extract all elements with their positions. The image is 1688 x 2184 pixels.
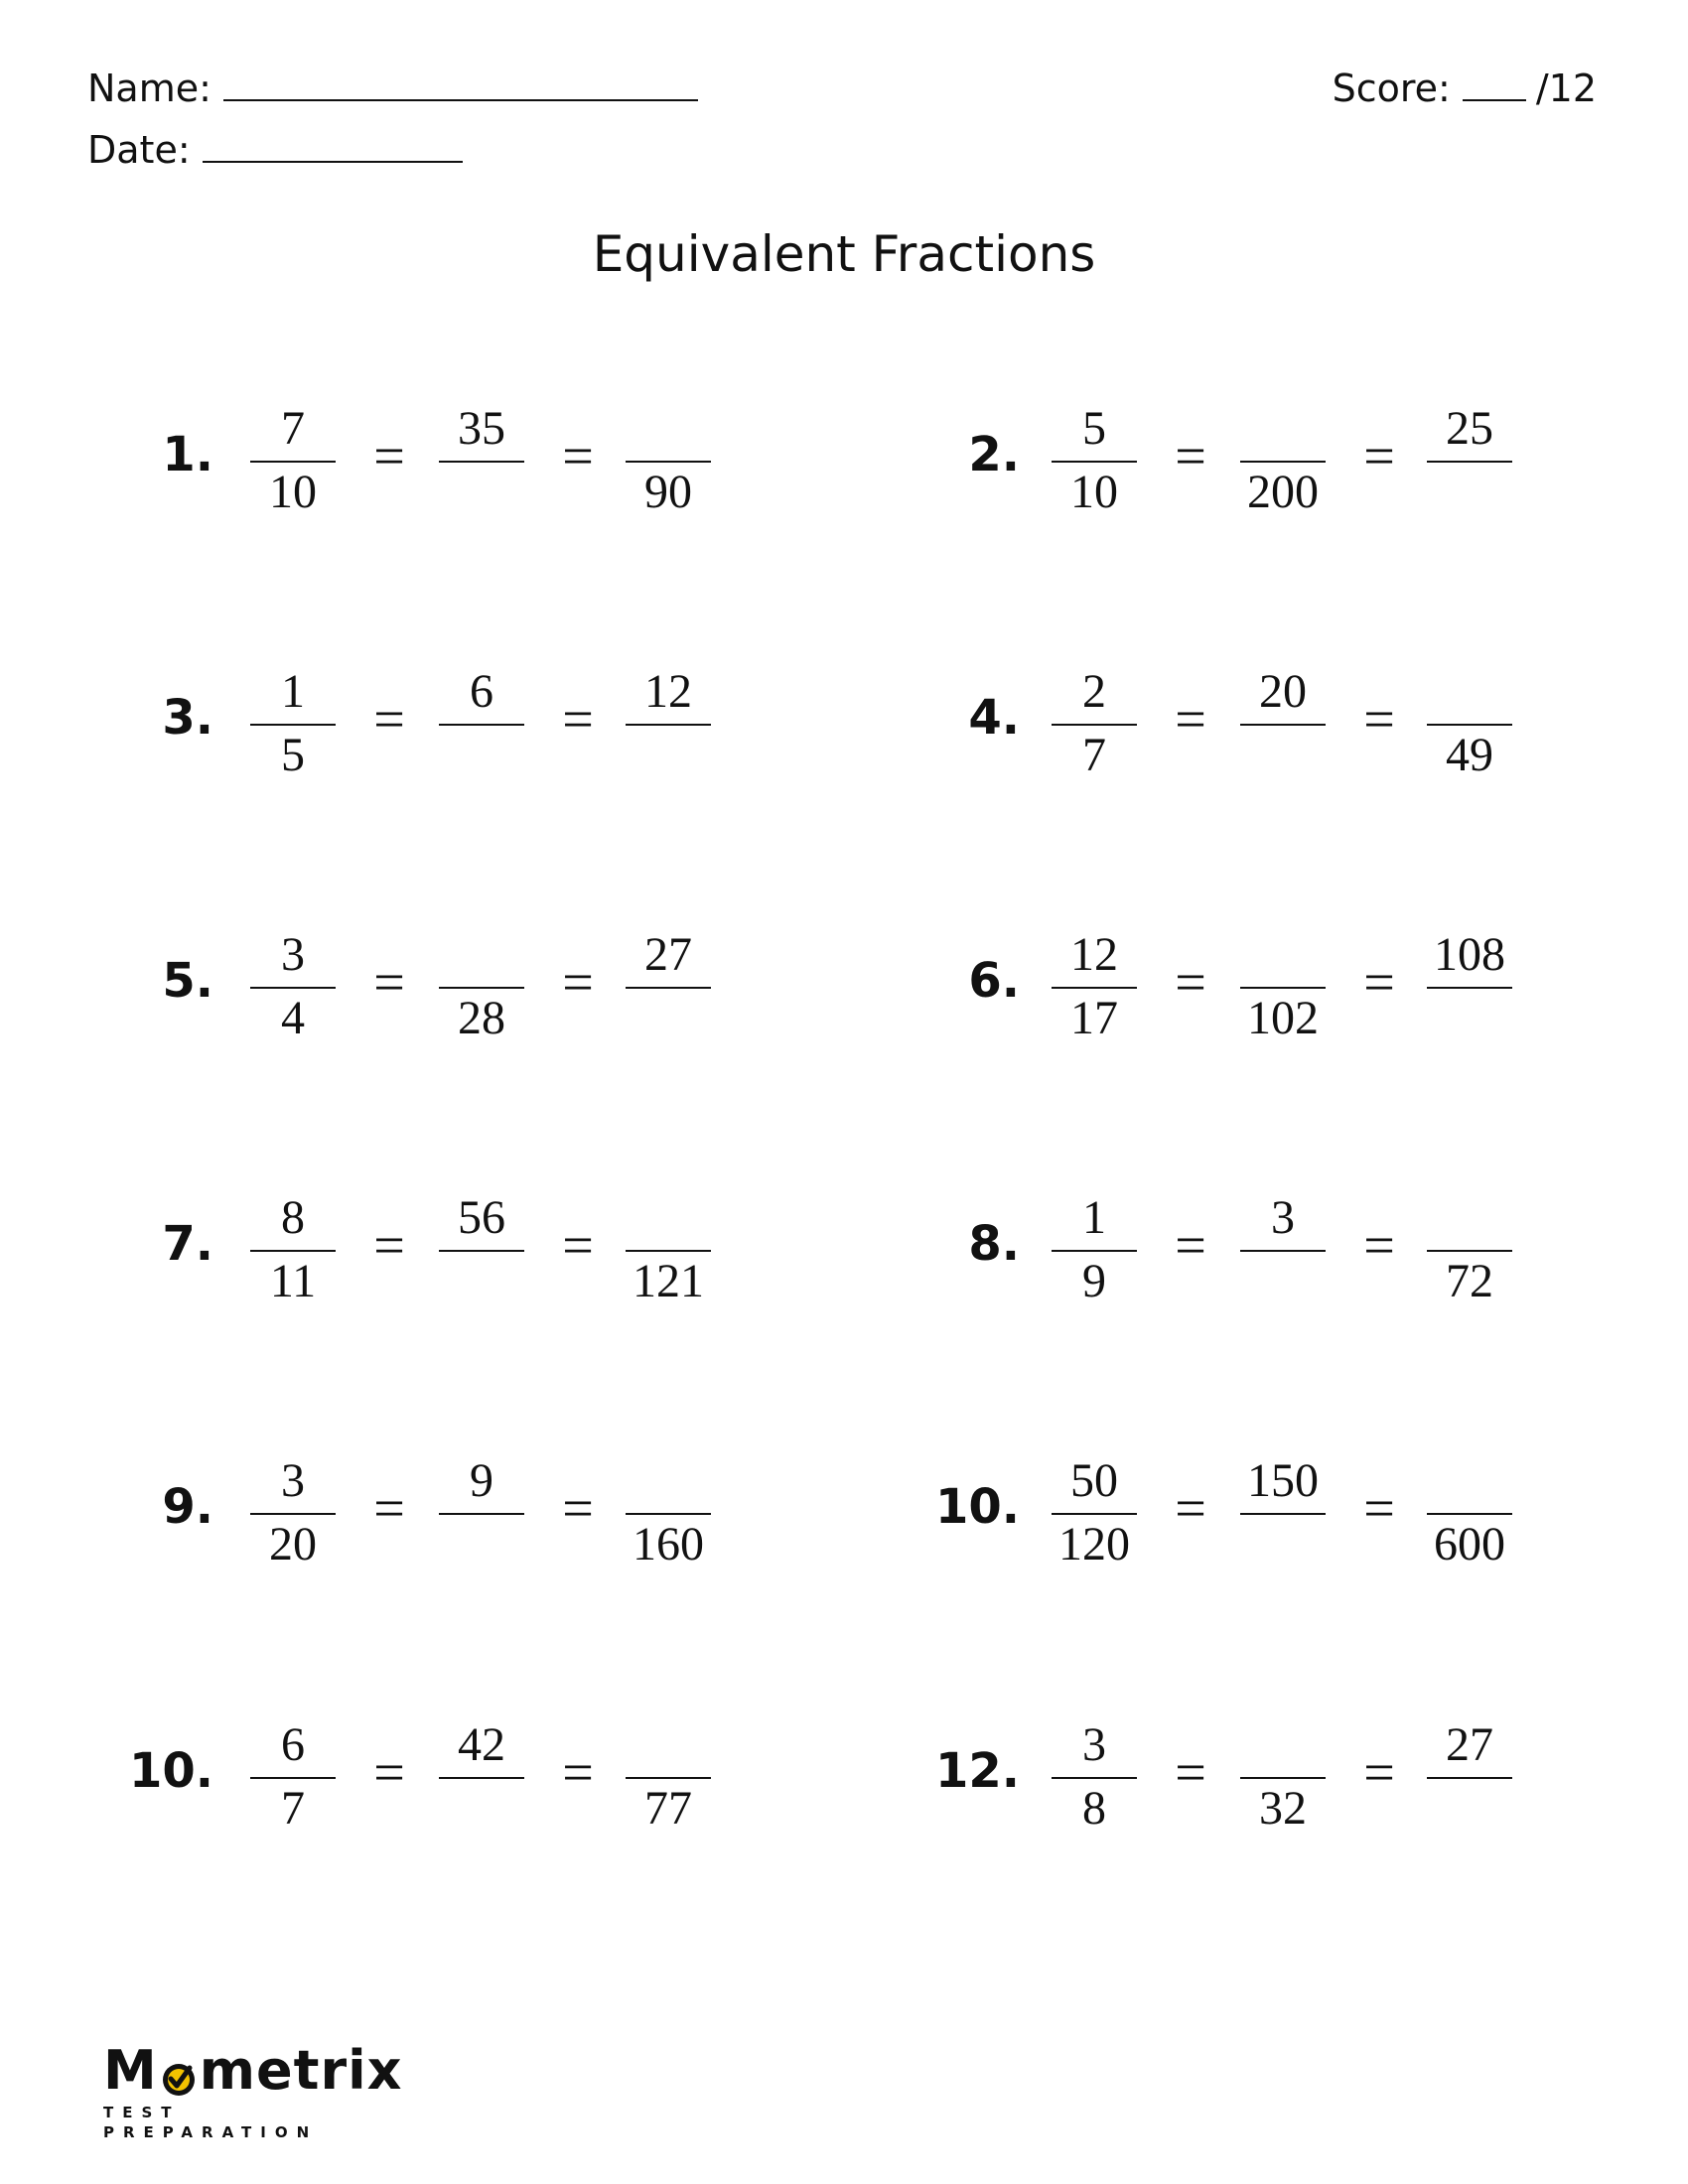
- logo-wordmark: [103, 2041, 401, 2101]
- denominator: 10: [1070, 466, 1118, 518]
- denominator: 7: [281, 1782, 305, 1835]
- numerator: 150: [1247, 1454, 1319, 1507]
- denominator: 10: [269, 466, 317, 518]
- numerator-blank[interactable]: [1427, 1453, 1512, 1509]
- denominator: 28: [458, 992, 505, 1044]
- fraction-bar: [1052, 987, 1137, 989]
- denominator-blank[interactable]: [1427, 465, 1512, 520]
- numerator: 3: [1271, 1191, 1295, 1244]
- numerator-blank[interactable]: [1427, 664, 1512, 720]
- equals-sign: =: [562, 1478, 594, 1540]
- equals-sign: =: [1175, 1742, 1206, 1804]
- fraction-bar: [1427, 1777, 1512, 1779]
- denominator: 4: [281, 992, 305, 1044]
- denominator: 32: [1259, 1782, 1307, 1835]
- equals-sign: =: [1175, 1478, 1206, 1540]
- fraction-2: [1240, 395, 1326, 534]
- numerator: 1: [281, 665, 305, 718]
- problem-2: [0, 395, 1688, 534]
- numerator: 3: [281, 1454, 305, 1507]
- fraction-3: [1427, 921, 1512, 1060]
- page-title: Equivalent Fractions: [592, 225, 1096, 283]
- fraction-bar: [1052, 1777, 1137, 1779]
- numerator: 50: [1070, 1454, 1118, 1507]
- equals-sign: =: [1175, 689, 1206, 751]
- numerator: 2: [1082, 665, 1106, 718]
- problem-number: 1.: [162, 427, 213, 482]
- numerator: 27: [1446, 1718, 1493, 1771]
- score-blank-line[interactable]: [1463, 62, 1526, 101]
- problem-12: [0, 1711, 1688, 1850]
- fraction-3: [1427, 1184, 1512, 1323]
- score-total: /12: [1535, 67, 1597, 110]
- name-blank-line[interactable]: [223, 62, 698, 101]
- numerator: 5: [1082, 402, 1106, 455]
- fraction-1: [1052, 921, 1137, 1060]
- equals-sign: =: [562, 952, 594, 1014]
- fraction-bar: [1052, 1513, 1137, 1515]
- logo-word-left: M: [103, 2039, 158, 2102]
- fraction-2: [1240, 1447, 1326, 1586]
- mometrix-logo: [103, 2039, 403, 2141]
- denominator: 8: [1082, 1782, 1106, 1835]
- equals-sign: =: [1363, 1215, 1395, 1277]
- denominator: 600: [1434, 1518, 1505, 1570]
- date-blank-line[interactable]: [203, 123, 463, 163]
- fraction-bar: [1240, 1250, 1326, 1252]
- denominator: 17: [1070, 992, 1118, 1044]
- equals-sign: =: [562, 689, 594, 751]
- numerator: 108: [1434, 928, 1505, 981]
- problem-number: 5.: [162, 953, 213, 1009]
- check-circle-icon: [159, 2051, 199, 2091]
- numerator-blank[interactable]: [1427, 1190, 1512, 1246]
- denominator: 72: [1446, 1255, 1493, 1307]
- name-label: Name:: [87, 67, 211, 110]
- equals-sign: =: [1363, 952, 1395, 1014]
- problem-number: 10.: [128, 1743, 213, 1799]
- fraction-bar: [1240, 724, 1326, 726]
- denominator: 11: [269, 1255, 317, 1307]
- equals-sign: =: [1175, 1215, 1206, 1277]
- denominator: 102: [1247, 992, 1319, 1044]
- fraction-1: [1052, 395, 1137, 534]
- fraction-1: [1052, 1447, 1137, 1586]
- denominator-blank[interactable]: [1240, 728, 1326, 783]
- fraction-bar: [1052, 724, 1137, 726]
- equals-sign: =: [1175, 426, 1206, 487]
- numerator: 27: [644, 928, 692, 981]
- numerator: 7: [281, 402, 305, 455]
- denominator: 121: [633, 1255, 704, 1307]
- fraction-1: [1052, 658, 1137, 797]
- fraction-bar: [1052, 461, 1137, 463]
- numerator: 9: [470, 1454, 493, 1507]
- fraction-bar: [1427, 1513, 1512, 1515]
- fraction-bar: [1240, 1777, 1326, 1779]
- equals-sign: =: [373, 952, 405, 1014]
- fraction-3: [1427, 1711, 1512, 1850]
- denominator: 5: [281, 729, 305, 781]
- equals-sign: =: [562, 1215, 594, 1277]
- fraction-2: [1240, 1711, 1326, 1850]
- problem-number: 8.: [968, 1216, 1020, 1272]
- denominator: 160: [633, 1518, 704, 1570]
- problem-number: 9.: [162, 1479, 213, 1535]
- numerator: 3: [1082, 1718, 1106, 1771]
- date-field[interactable]: [87, 123, 463, 175]
- equals-sign: =: [1363, 1742, 1395, 1804]
- fraction-2: [1240, 921, 1326, 1060]
- numerator: 20: [1259, 665, 1307, 718]
- fraction-3: [1427, 1447, 1512, 1586]
- logo-subtitle: TEST PREPARATION: [103, 2104, 319, 2141]
- fraction-bar: [1427, 1250, 1512, 1252]
- denominator: 9: [1082, 1255, 1106, 1307]
- numerator: 3: [281, 928, 305, 981]
- numerator: 12: [644, 665, 692, 718]
- equals-sign: =: [1363, 1478, 1395, 1540]
- numerator: 8: [281, 1191, 305, 1244]
- denominator: 120: [1058, 1518, 1130, 1570]
- denominator: 200: [1247, 466, 1319, 518]
- fraction-bar: [1240, 461, 1326, 463]
- denominator: 90: [644, 466, 692, 518]
- numerator-blank[interactable]: [1240, 1717, 1326, 1773]
- score-field[interactable]: [1333, 62, 1597, 113]
- equals-sign: =: [373, 1215, 405, 1277]
- problem-number: 7.: [162, 1216, 213, 1272]
- fraction-3: [1427, 658, 1512, 797]
- fraction-bar: [1240, 987, 1326, 989]
- fraction-2: [1240, 658, 1326, 797]
- equals-sign: =: [1363, 689, 1395, 751]
- fraction-bar: [1427, 987, 1512, 989]
- fraction-3: [1427, 395, 1512, 534]
- denominator: 77: [644, 1782, 692, 1835]
- problem-6: [0, 921, 1688, 1060]
- problem-number: 2.: [968, 427, 1020, 482]
- date-label: Date:: [87, 128, 191, 172]
- numerator: 6: [470, 665, 493, 718]
- fraction-2: [1240, 1184, 1326, 1323]
- equals-sign: =: [562, 1742, 594, 1804]
- fraction-bar: [1427, 461, 1512, 463]
- fraction-bar: [1052, 1250, 1137, 1252]
- fraction-bar: [1427, 724, 1512, 726]
- problem-number: 12.: [934, 1743, 1020, 1799]
- fraction-bar: [1240, 1513, 1326, 1515]
- numerator: 6: [281, 1718, 305, 1771]
- problem-number: 4.: [968, 690, 1020, 746]
- numerator: 35: [458, 402, 505, 455]
- numerator: 56: [458, 1191, 505, 1244]
- numerator-blank[interactable]: [1240, 927, 1326, 983]
- numerator: 12: [1070, 928, 1118, 981]
- problem-number: 6.: [968, 953, 1020, 1009]
- problem-10: [0, 1447, 1688, 1586]
- score-label: Score:: [1332, 67, 1451, 110]
- problem-number: 3.: [162, 690, 213, 746]
- equals-sign: =: [1363, 426, 1395, 487]
- equals-sign: =: [373, 426, 405, 487]
- numerator: 1: [1082, 1191, 1106, 1244]
- denominator-blank[interactable]: [1427, 991, 1512, 1046]
- name-field[interactable]: [87, 62, 698, 113]
- denominator: 7: [1082, 729, 1106, 781]
- equals-sign: =: [562, 426, 594, 487]
- problem-8: [0, 1184, 1688, 1323]
- logo-word-right: metrix: [199, 2039, 403, 2102]
- numerator-blank[interactable]: [1240, 401, 1326, 457]
- numerator: 42: [458, 1718, 505, 1771]
- denominator: 49: [1446, 729, 1493, 781]
- denominator-blank[interactable]: [1240, 1254, 1326, 1309]
- problem-4: [0, 658, 1688, 797]
- equals-sign: =: [373, 1478, 405, 1540]
- denominator-blank[interactable]: [1427, 1781, 1512, 1837]
- equals-sign: =: [373, 689, 405, 751]
- fraction-1: [1052, 1711, 1137, 1850]
- denominator: 20: [269, 1518, 317, 1570]
- denominator-blank[interactable]: [1240, 1517, 1326, 1572]
- equals-sign: =: [1175, 952, 1206, 1014]
- fraction-1: [1052, 1184, 1137, 1323]
- numerator: 25: [1446, 402, 1493, 455]
- problem-number: 10.: [934, 1479, 1020, 1535]
- equals-sign: =: [373, 1742, 405, 1804]
